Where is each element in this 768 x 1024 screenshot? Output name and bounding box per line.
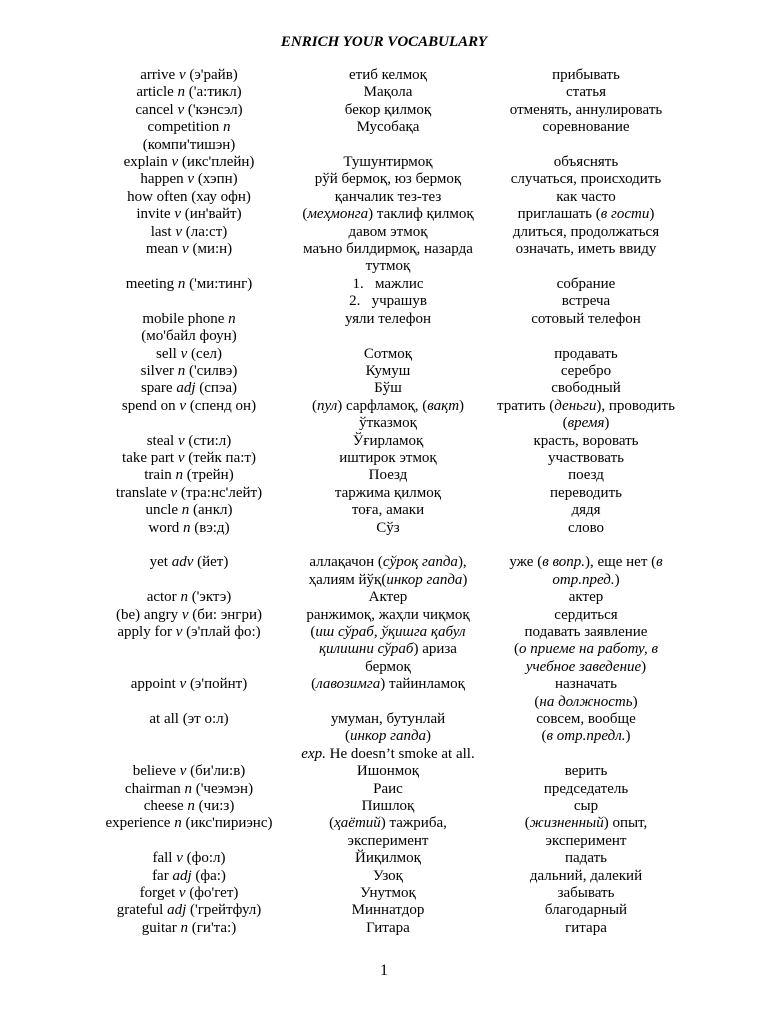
russian-translation: участвовать — [548, 449, 624, 466]
table-row — [84, 154, 690, 171]
uzbek-translation: (иш сўраб, ўқишга қабул қилишни сўраб) ариза бермоқ — [310, 623, 466, 675]
english-term: cheese n (чи:з) — [143, 798, 235, 815]
uzbek-translation: маъно билдирмоқ, назарда тутмоқ — [303, 241, 473, 275]
table-row — [84, 711, 690, 763]
english-term: uncle n (анкл) — [145, 502, 233, 519]
russian-translation: (жизненный) опыт, эксперимент — [524, 815, 648, 849]
english-term: appoint v (э'пойнт) — [130, 676, 248, 693]
table-row — [84, 485, 690, 502]
english-term: forget v (фо'гет) — [139, 885, 239, 902]
uzbek-translation: Сотмоқ — [363, 345, 413, 362]
table-row — [84, 554, 690, 589]
english-term: actor n ('эктэ) — [146, 589, 232, 606]
uzbek-translation: (лавозимга) тайинламоқ — [311, 676, 465, 693]
english-term: fall v (фо:л) — [152, 850, 226, 867]
english-term: explain v (икс'плейн) — [123, 154, 255, 171]
russian-translation: статья — [566, 84, 606, 101]
russian-translation: актер — [568, 589, 604, 606]
russian-translation: объяснять — [553, 154, 619, 171]
uzbek-translation: таржима қилмоқ — [334, 484, 442, 501]
uzbek-translation: Поезд — [368, 467, 408, 484]
table-row — [84, 346, 690, 363]
russian-translation: случаться, происходить — [510, 171, 662, 188]
english-term: apply for v (э'плай фо:) — [117, 623, 261, 640]
uzbek-translation: Пишлоқ — [361, 798, 415, 815]
table-row — [84, 520, 690, 537]
russian-translation: дальний, далекий — [529, 867, 643, 884]
uzbek-translation: Ўғирламоқ — [352, 432, 424, 449]
uzbek-translation: Йиқилмоқ — [355, 850, 421, 867]
table-row — [84, 607, 690, 624]
table-row — [84, 224, 690, 241]
english-term: silver n ('силвэ) — [140, 362, 238, 379]
uzbek-translation: Унутмоқ — [360, 885, 416, 902]
english-term: last v (ла:ст) — [150, 223, 228, 240]
uzbek-translation: ранжимоқ, жаҳли чиқмоқ — [306, 606, 470, 623]
english-term: competition n (компи'тишэн) — [142, 119, 236, 153]
table-row — [84, 433, 690, 450]
table-row — [84, 902, 690, 919]
uzbek-translation: қанчалик тез-тез — [334, 188, 442, 205]
uzbek-translation: Мақола — [363, 84, 413, 101]
russian-translation: слово — [567, 519, 605, 536]
table-row — [84, 763, 690, 780]
russian-translation: сотовый телефон — [531, 310, 641, 327]
russian-translation: подавать заявление (о приеме на работу, в учебное заведение) — [514, 623, 658, 675]
uzbek-translation: Кумуш — [365, 362, 411, 379]
russian-translation: совсем, вообще (в отр.предл.) — [536, 711, 636, 745]
page-title: ENRICH YOUR VOCABULARY — [280, 34, 488, 50]
english-term: how often (хау офн) — [127, 188, 251, 205]
english-term: experience n (икс'пириэнс) — [105, 815, 273, 832]
table-row — [84, 398, 690, 433]
uzbek-translation: 1. мажлис 2. учрашув — [349, 275, 427, 310]
table-row — [84, 589, 690, 606]
uzbek-translation: бекор қилмоқ — [344, 101, 432, 118]
english-term: chairman n ('чеэмэн) — [124, 780, 254, 797]
uzbek-translation: Раис — [373, 780, 403, 797]
russian-translation: благодарный — [544, 902, 628, 919]
table-row — [84, 189, 690, 206]
english-term: guitar n (ги'та:) — [141, 919, 237, 936]
table-row — [84, 850, 690, 867]
uzbek-translation: умуман, бутунлай (инкор гапда) exp. He doesn’t smoke at all. — [301, 711, 475, 762]
english-term: mean v (ми:н) — [145, 241, 233, 258]
russian-translation: собрание встреча — [556, 275, 616, 310]
english-term: grateful adj ('грейтфул) — [116, 902, 262, 919]
table-row — [84, 119, 690, 154]
table-row — [84, 467, 690, 484]
russian-translation: соревнование — [542, 119, 630, 136]
uzbek-translation: аллақачон (сўроқ гапда), ҳалиям йўқ(инкор гапда) — [308, 554, 468, 588]
uzbek-translation: Ишонмоқ — [356, 763, 420, 780]
russian-translation: прибывать — [552, 67, 620, 83]
table-row — [84, 67, 690, 84]
vocabulary-table — [84, 67, 690, 937]
table-row — [84, 676, 690, 711]
uzbek-translation: (ҳаётий) тажриба, эксперимент — [329, 815, 447, 849]
russian-translation: отменять, аннулировать — [509, 101, 663, 118]
english-term: at all (эт о:л) — [149, 711, 229, 728]
uzbek-translation: Бўш — [374, 380, 402, 397]
russian-translation: падать — [565, 850, 607, 867]
russian-translation: тратить (деньги), проводить (время) — [497, 397, 675, 432]
russian-translation: сыр — [573, 798, 599, 815]
english-term: meeting n ('ми:тинг) — [125, 275, 253, 292]
page-number: 1 — [380, 962, 388, 979]
table-row — [84, 624, 690, 676]
russian-translation: назначать (на должность) — [534, 676, 638, 710]
english-term: yet adv (йет) — [149, 554, 229, 571]
table-row — [84, 206, 690, 223]
english-term: (be) angry v (би: энгри) — [116, 606, 262, 623]
table-row — [84, 380, 690, 397]
english-term: article n ('а:тикл) — [136, 84, 242, 101]
english-term: translate v (тра:нс'лейт) — [115, 484, 263, 501]
uzbek-translation: тоға, амаки — [351, 502, 425, 519]
english-term: mobile phone n (мо'байл фоун) — [141, 310, 237, 345]
table-row — [84, 363, 690, 380]
russian-translation: означать, иметь ввиду — [515, 241, 657, 258]
english-term: happen v (хэпн) — [140, 171, 238, 188]
table-row — [84, 102, 690, 119]
table-row — [84, 868, 690, 885]
english-term: word n (вэ:д) — [148, 519, 230, 536]
uzbek-translation: Сўз — [376, 519, 400, 536]
russian-translation: красть, воровать — [533, 432, 639, 449]
russian-translation: председатель — [543, 780, 629, 797]
russian-translation: поезд — [568, 467, 604, 484]
uzbek-translation: давом этмоқ — [348, 223, 428, 240]
russian-translation: дядя — [571, 502, 601, 519]
english-term: train n (трейн) — [144, 467, 234, 484]
table-row — [84, 84, 690, 101]
uzbek-translation: уяли телефон — [344, 310, 432, 327]
uzbek-translation: иштирок этмоқ — [339, 449, 437, 466]
russian-translation: продавать — [554, 345, 618, 362]
english-term: spare adj (спэа) — [140, 380, 238, 397]
english-term: cancel v ('кэнсэл) — [135, 101, 243, 118]
uzbek-translation: (пул) сарфламоқ, (вақт) ўтказмоқ — [311, 397, 465, 432]
english-term: steal v (сти:л) — [146, 432, 232, 449]
english-term: invite v (ин'вайт) — [136, 206, 242, 223]
russian-translation: переводить — [550, 484, 622, 501]
english-term: far adj (фа:) — [152, 867, 226, 884]
russian-translation: гитара — [565, 919, 607, 936]
table-row — [84, 311, 690, 346]
table-row — [84, 798, 690, 815]
english-term: arrive v (э'райв) — [140, 67, 238, 83]
table-row — [84, 241, 690, 276]
uzbek-translation: Актер — [368, 589, 408, 606]
english-term: sell v (сел) — [156, 345, 222, 362]
english-term: spend on v (спенд он) — [121, 397, 257, 414]
russian-translation: длиться, продолжаться — [512, 223, 660, 240]
table-row — [84, 815, 690, 850]
table-row — [84, 885, 690, 902]
russian-translation: верить — [564, 763, 608, 780]
russian-translation: свободный — [551, 380, 621, 397]
russian-translation: уже (в вопр.), еще нет (в отр.пред.) — [509, 554, 663, 588]
russian-translation: приглашать (в гости) — [517, 206, 655, 223]
table-row — [84, 450, 690, 467]
table-row — [84, 920, 690, 937]
english-term: believe v (би'ли:в) — [132, 763, 246, 780]
table-row — [84, 276, 690, 311]
uzbek-translation: етиб келмоқ — [349, 67, 427, 83]
russian-translation: сердиться — [554, 606, 618, 623]
uzbek-translation: Гитара — [366, 919, 410, 936]
russian-translation: забывать — [557, 885, 615, 902]
uzbek-translation: Узоқ — [373, 867, 403, 884]
uzbek-translation: Мусобақа — [356, 119, 420, 136]
uzbek-translation: (меҳмонга) таклиф қилмоқ — [302, 206, 474, 223]
table-row — [84, 781, 690, 798]
english-term: take part v (тейк па:т) — [122, 449, 256, 466]
table-row — [84, 171, 690, 188]
uzbek-translation: рўй бермоқ, юз бермоқ — [314, 171, 462, 188]
russian-translation: как часто — [556, 188, 616, 205]
uzbek-translation: Миннатдор — [351, 902, 425, 919]
table-row — [84, 502, 690, 519]
russian-translation: серебро — [560, 362, 612, 379]
uzbek-translation: Тушунтирмоқ — [343, 154, 433, 171]
